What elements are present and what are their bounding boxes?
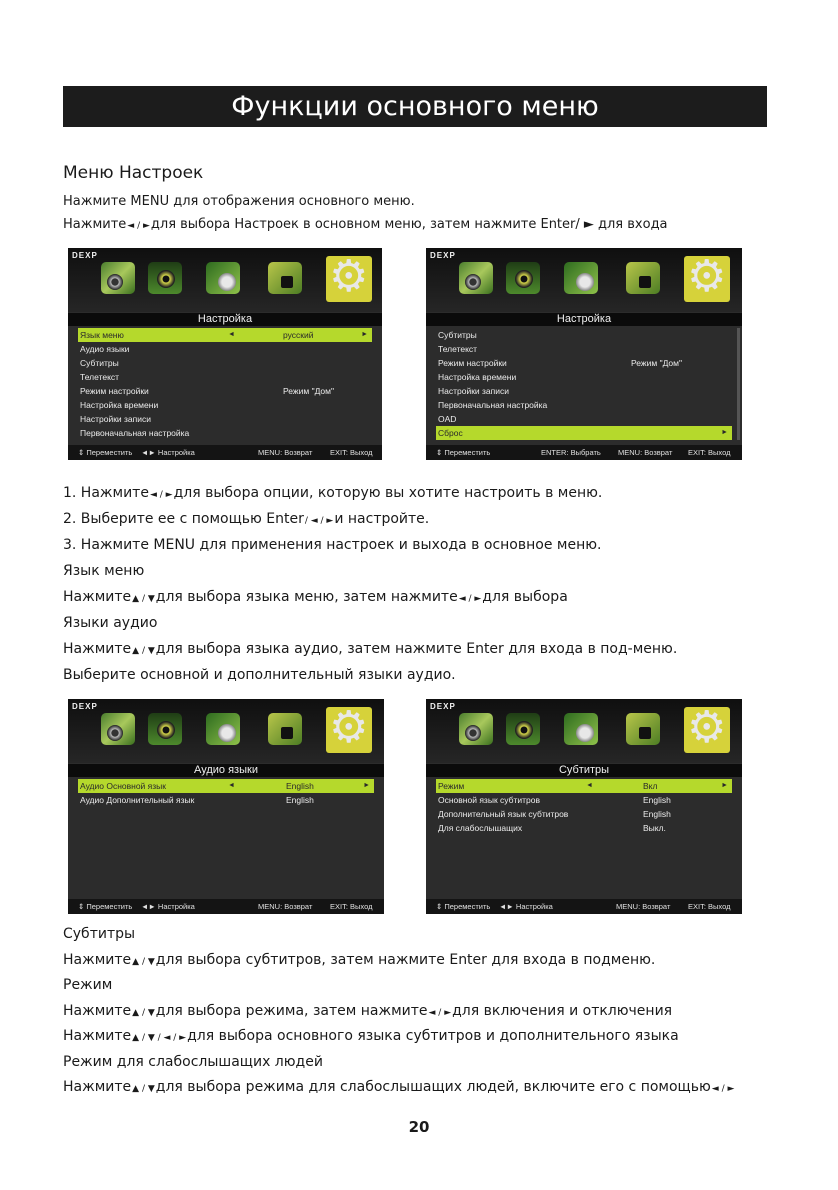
row-label: Для слабослышащих [438,823,523,833]
nav-arrows-icon: ◄ / ► [428,1007,452,1018]
screen-menu-row[interactable] [436,426,732,440]
hint-adjust: ENTER: Выбрать [541,448,601,457]
row-label: Основной язык субтитров [438,795,540,805]
row-label: Телетекст [80,372,120,382]
time-menu-icon [564,713,598,745]
lock-menu-icon [268,713,302,745]
row-label: Субтитры [438,330,477,340]
nav-arrows-icon: ▲ / ▼ [132,956,155,967]
screen-hint-bar [426,445,742,460]
dexp-logo: DEXP [72,702,98,711]
screen-menu-row[interactable] [78,370,372,384]
instruction-line [63,952,655,968]
dexp-logo: DEXP [430,702,456,711]
instruction-text: Языки аудио [63,615,158,631]
instruction-text: Нажмите [63,589,132,605]
lock-menu-icon [626,713,660,745]
screen-menu-row[interactable] [436,793,732,807]
nav-arrows-icon: ◄ / ► [149,490,173,500]
nav-arrows-icon: ▲ / ▼ [132,1084,155,1094]
hint-exit: EXIT: Выход [688,902,731,911]
instruction-text: Нажмите [63,951,132,968]
right-arrow-icon: ► [721,782,728,789]
row-label: Режим настройки [80,386,149,396]
row-label: Режим [438,781,465,791]
page-number: 20 [408,1118,430,1136]
row-label: Первоначальная настройка [438,400,548,410]
screen-menu-row[interactable] [436,779,732,793]
row-label: Настройки записи [438,386,510,396]
instruction-text: Нажмите [63,1079,132,1095]
hint-back: MENU: Возврат [258,448,313,457]
row-label: Сброс [438,428,463,438]
picture-menu-icon [101,262,135,294]
section-heading: Меню Настроек [63,163,204,183]
intro-text-post: для выбора Настроек в основном меню, затем нажмите Enter/ ► для входа [150,217,668,232]
instruction-line [63,589,568,605]
nav-arrows-icon: ▲ / ▼ [132,646,155,656]
instruction-text: Выберите основной и дополнительный языки аудио. [63,667,456,683]
hint-move: ⇕ Переместить [78,902,133,911]
instruction-line [63,1079,735,1095]
screen-menu-row[interactable] [78,412,372,426]
hint-exit: EXIT: Выход [688,448,731,457]
screen-menu-row[interactable] [78,398,372,412]
screen-menu-row[interactable] [436,328,732,342]
screen-menu-row[interactable] [78,779,374,793]
row-value: Вкл [643,781,658,791]
lock-menu-icon [268,262,302,294]
picture-menu-icon [101,713,135,745]
instruction-text: Нажмите [63,641,132,657]
hint-move: ⇕ Переместить [436,448,491,457]
screen-menu-row[interactable] [436,398,732,412]
instruction-text: для выбора режима для слабослышащих людей, включите его с помощью [155,1079,711,1095]
row-value: Выкл. [643,823,666,833]
row-label: Аудио языки [80,344,130,354]
instruction-text: Режим [63,977,113,993]
tv-screen-settings-1 [68,248,382,460]
instruction-text: для выбора языка меню, затем нажмите [155,589,458,605]
row-label: Телетекст [438,344,478,354]
screen-menu-row[interactable] [436,412,732,426]
screen-menu-row[interactable] [436,384,732,398]
nav-arrows-icon: ▲ / ▼ / ◄ / ► [132,1033,187,1043]
time-menu-icon [206,713,240,745]
instruction-line [63,977,112,993]
settings-menu-icon [326,256,372,302]
instruction-text: Нажмите [63,1028,132,1044]
right-arrow-icon: ► [361,331,368,338]
instruction-text: для выбора режима, затем нажмите [155,1002,428,1019]
lock-menu-icon [626,262,660,294]
row-label: Режим настройки [438,358,507,368]
hint-exit: EXIT: Выход [330,902,373,911]
screen-menu-title: Аудио языки [68,764,384,777]
hint-exit: EXIT: Выход [330,448,373,457]
page-title: Функции основного меню [63,86,767,127]
nav-arrows-icon: ◄ / ► [711,1084,735,1094]
hint-adjust: ◄► Настройка [141,448,195,457]
row-value: English [643,809,671,819]
tv-screen-subtitles [426,699,742,914]
sound-menu-icon [148,713,182,745]
row-label: Язык меню [80,330,124,340]
sound-menu-icon [506,713,540,745]
picture-menu-icon [459,713,493,745]
intro-line-2 [63,217,668,232]
screen-menu-row[interactable] [78,793,374,807]
instruction-line [63,641,677,657]
sound-menu-icon [148,262,182,294]
row-label: Настройка времени [438,372,517,382]
row-label: Настройки записи [80,414,152,424]
instruction-line [63,667,456,683]
time-menu-icon [564,262,598,294]
time-menu-icon [206,262,240,294]
instruction-line [63,926,135,942]
screen-hint-bar [68,899,384,914]
nav-arrows-icon: ◄ / ► [458,594,482,604]
row-label: Дополнительный язык субтитров [438,809,569,819]
dexp-logo: DEXP [430,251,456,260]
nav-arrows-icon: ▲ / ▼ [132,1007,155,1018]
row-label: Аудио Основной язык [80,781,166,791]
intro-text-pre: Нажмите [63,217,127,232]
screen-menu-row[interactable] [436,807,732,821]
screen-menu-title: Субтитры [426,764,742,777]
screen-menu-title: Настройка [426,313,742,326]
screen-hint-bar [426,899,742,914]
instruction-text: 2. Выберите ее с помощью Enter [63,511,304,527]
settings-menu-icon [684,707,730,753]
nav-arrows-icon: / ◄ / ► [304,516,334,526]
instruction-text: для включения и отключения [452,1002,673,1019]
instruction-line [63,615,157,631]
instruction-line [63,511,429,527]
intro-line-1: Нажмите MENU для отображения основного меню. [63,194,415,209]
screen-menu-row[interactable] [436,821,732,835]
left-arrow-icon: ◄ [228,782,235,789]
row-value: English [643,795,671,805]
row-label: OAD [438,414,457,424]
hint-move: ⇕ Переместить [78,448,133,457]
picture-menu-icon [459,262,493,294]
screen-menu-title: Настройка [68,313,382,326]
row-value: русский [283,330,314,340]
left-arrow-icon: ◄ [228,331,235,338]
row-value: English [286,795,314,805]
screen-menu-row[interactable] [436,342,732,356]
row-label: Аудио Дополнительный язык [80,795,195,805]
nav-arrows-icon: ▲ / ▼ [132,594,155,604]
right-arrow-icon: ► [363,782,370,789]
row-label: Первоначальная настройка [80,428,190,438]
screen-menu-row[interactable] [78,328,372,342]
row-value: Режим "Дом" [631,358,683,368]
instruction-line [63,1028,679,1044]
right-arrow-icon: ► [721,429,728,436]
tv-screen-settings-2 [426,248,742,460]
instruction-text: 3. Нажмите MENU для применения настроек и выхода в основное меню. [63,537,602,553]
settings-menu-icon [684,256,730,302]
hint-back: MENU: Возврат [618,448,673,457]
instruction-text: для выбора основного языка субтитров и дополнительного языка [187,1028,679,1044]
instruction-text: для выбора языка аудио, затем нажмите Enter для входа в под-меню. [155,641,678,657]
sound-menu-icon [506,262,540,294]
row-label: Субтитры [80,358,119,368]
instruction-line [63,485,602,501]
row-value: English [286,781,314,791]
instruction-line [63,1054,323,1070]
settings-menu-icon [326,707,372,753]
instruction-text: для выбора субтитров, затем нажмите Enter для входа в подменю. [155,951,656,968]
instruction-text: Режим для слабослышащих людей [63,1053,323,1070]
screen-menu-row[interactable] [78,426,372,440]
tv-screen-audio-languages [68,699,384,914]
instruction-text: и настройте. [334,511,430,527]
hint-back: MENU: Возврат [258,902,313,911]
screen-menu-row[interactable] [78,384,372,398]
screen-menu-row[interactable] [436,356,732,370]
screen-menu-row[interactable] [436,370,732,384]
instruction-text: для выбора опции, которую вы хотите настроить в меню. [173,485,603,501]
hint-adjust: ◄► Настройка [141,902,195,911]
screen-menu-row[interactable] [78,356,372,370]
dexp-logo: DEXP [72,251,98,260]
hint-back: MENU: Возврат [616,902,671,911]
row-value: Режим "Дом" [283,386,335,396]
left-right-arrows-icon: ◄ / ► [127,221,150,231]
hint-adjust: ◄► Настройка [499,902,553,911]
left-arrow-icon: ◄ [586,782,593,789]
instruction-text: Язык меню [63,563,145,579]
hint-move: ⇕ Переместить [436,902,491,911]
screen-hint-bar [68,445,382,460]
screen-menu-row[interactable] [78,342,372,356]
scrollbar[interactable] [737,328,740,440]
instruction-text: 1. Нажмите [63,485,149,501]
instruction-line [63,537,601,553]
instruction-text: Субтитры [63,926,136,942]
instruction-line [63,1003,672,1019]
instruction-line [63,563,144,579]
row-label: Настройка времени [80,400,159,410]
instruction-text: для выбора [482,589,568,605]
instruction-text: Нажмите [63,1002,132,1019]
